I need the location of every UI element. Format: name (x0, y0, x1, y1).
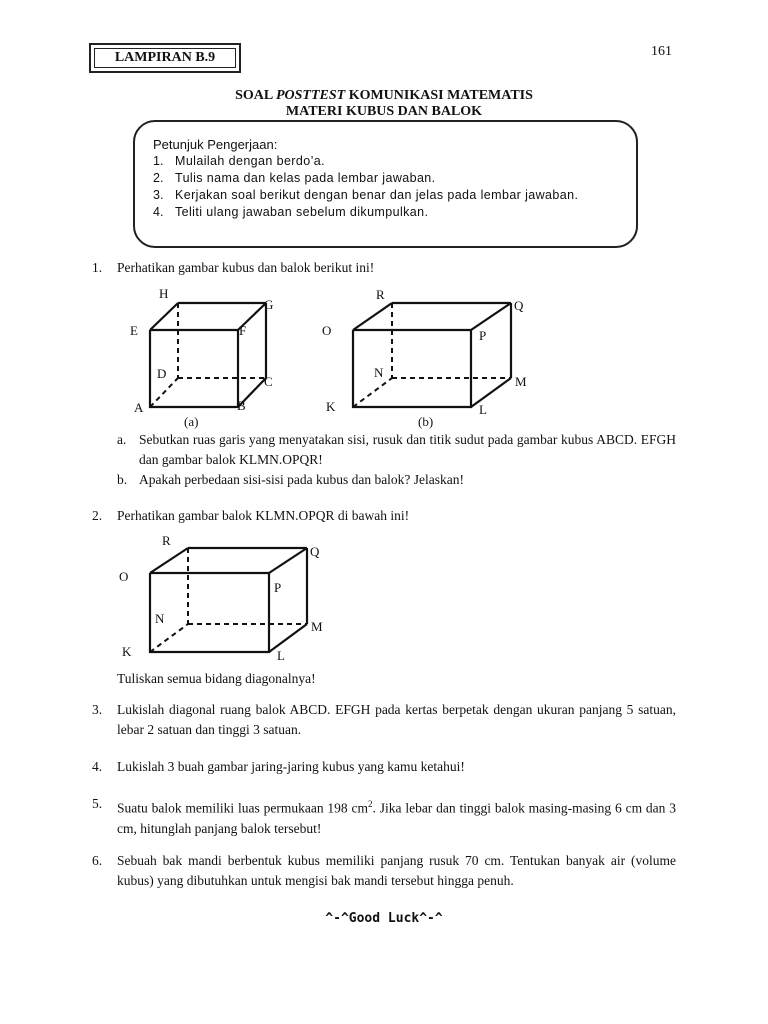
vertex-label-P: P (274, 580, 282, 595)
cube-edge-EH (150, 303, 178, 330)
cuboid-front-face (150, 573, 269, 652)
instruction-text: Tulis nama dan kelas pada lembar jawaban. (175, 171, 436, 185)
vertex-label-F: F (239, 323, 247, 338)
vertex-label-B: B (237, 398, 246, 413)
question-2-instruction (92, 669, 676, 689)
vertex-label-M: M (311, 619, 323, 634)
cuboid-figure-b (316, 283, 546, 433)
lampiran-box (89, 43, 241, 73)
vertex-label-O: O (119, 569, 129, 584)
instruction-item (153, 187, 616, 204)
question-text-part: Suatu balok memiliki luas permukaan 198 cm (117, 800, 369, 816)
vertex-label-L: L (479, 402, 487, 417)
sub-question-a (117, 430, 676, 470)
lampiran-label: LAMPIRAN B.9 (94, 48, 236, 68)
sub-question-label: a. (117, 432, 127, 447)
vertex-label-L: L (277, 648, 285, 663)
vertex-label-K: K (122, 644, 132, 659)
sub-question-text: Apakah perbedaan sisi-sisi pada kubus dan balok? Jelaskan! (139, 472, 465, 487)
cuboid-hidden-edge-KN (353, 378, 392, 407)
vertex-label-Q: Q (514, 298, 524, 313)
question-number: 5. (92, 796, 103, 811)
question-text: Perhatikan gambar balok KLMN.OPQR di bawah ini! (117, 508, 410, 523)
question-2 (92, 506, 676, 526)
question-6 (92, 851, 676, 891)
title-part-posttest: POSTTEST (275, 88, 346, 103)
vertex-label-H: H (159, 286, 169, 301)
instructions-heading: Petunjuk Pengerjaan: (153, 137, 278, 152)
vertex-label-K: K (326, 399, 336, 414)
vertex-label-O: O (322, 323, 332, 338)
question-4 (92, 757, 676, 777)
instruction-number: 3. (153, 188, 164, 202)
question-number: 3. (92, 702, 103, 717)
vertex-label-N: N (155, 611, 165, 626)
question-1 (92, 258, 676, 278)
figure-caption-b: (b) (418, 414, 434, 429)
question-text-part: . Jika lebar dan tinggi balok masing-masing 6 cm dan 3 cm, hitunglah panjang balok tersebut! (117, 800, 676, 836)
cuboid-edge-OR (353, 303, 392, 330)
sub-question-text: Sebutkan ruas garis yang menyatakan sisi, rusuk dan titik sudut pada gambar kubus ABCD. EFGH dan gambar balok KLMN.OPQR! (139, 432, 676, 467)
vertex-label-G: G (264, 297, 274, 312)
vertex-label-P: P (479, 328, 487, 343)
instructions-list (153, 153, 616, 221)
vertex-label-A: A (134, 400, 144, 415)
good-luck-footer: ^-^Good Luck^-^ (325, 911, 443, 926)
question-text (117, 794, 676, 839)
vertex-label-M: M (515, 374, 527, 389)
superscript: 2 (368, 799, 373, 809)
instruction-number: 2. (153, 171, 164, 185)
question-3 (92, 700, 676, 740)
cuboid-edge-LM (269, 624, 307, 652)
cuboid-front-face (353, 330, 471, 407)
question-number: 2. (92, 508, 103, 523)
vertex-label-N: N (374, 365, 384, 380)
instructions-box (133, 120, 638, 248)
vertex-label-R: R (376, 287, 385, 302)
vertex-label-D: D (157, 366, 167, 381)
instruction-item (153, 204, 616, 221)
instruction-text: Mulailah dengan berdo’a. (175, 154, 325, 168)
page-number: 161 (651, 44, 672, 59)
title-part-2: KOMUNIKASI MATEMATIS (345, 88, 533, 103)
instruction-item (153, 153, 616, 170)
cuboid-edge-PQ (269, 548, 307, 573)
question-text: Sebuah bak mandi berbentuk kubus memiliki panjang rusuk 70 cm. Tentukan banyak air (volume kubus) yang dibutuhkan untuk mengisi bak mandi tersebut hingga penuh. (117, 853, 676, 888)
question-text: Perhatikan gambar kubus dan balok berikut ini! (117, 260, 375, 275)
title-part-1: SOAL (235, 88, 276, 103)
cuboid-edge-PQ (471, 303, 511, 330)
vertex-label-E: E (130, 323, 138, 338)
vertex-label-Q: Q (310, 544, 320, 559)
figure-caption-a: (a) (184, 414, 199, 429)
cuboid-hidden-edge-KN (150, 624, 188, 652)
vertex-label-R: R (162, 533, 171, 548)
page-subtitle: MATERI KUBUS DAN BALOK (285, 104, 483, 119)
cuboid-figure-q2 (110, 530, 340, 665)
page-title (0, 88, 768, 104)
question-text: Lukislah 3 buah gambar jaring-jaring kubus yang kamu ketahui! (117, 759, 465, 774)
cube-figure-a (120, 283, 290, 433)
cuboid-edge-LM (471, 378, 511, 407)
instruction-text: Teliti ulang jawaban sebelum dikumpulkan. (175, 205, 429, 219)
instruction-item (153, 170, 616, 187)
question-text: Lukislah diagonal ruang balok ABCD. EFGH pada kertas berpetak dengan ukuran panjang 5 satuan, lebar 2 satuan dan tinggi 3 satuan. (117, 702, 676, 737)
question-number: 6. (92, 853, 103, 868)
vertex-label-C: C (264, 374, 273, 389)
instruction-text: Kerjakan soal berikut dengan benar dan jelas pada lembar jawaban. (175, 188, 579, 202)
instruction-number: 1. (153, 154, 164, 168)
sub-question-b (117, 470, 676, 490)
question-text: Tuliskan semua bidang diagonalnya! (117, 671, 316, 686)
question-number: 4. (92, 759, 103, 774)
question-1-subs (92, 430, 676, 490)
question-5 (92, 794, 676, 839)
cuboid-edge-OR (150, 548, 188, 573)
cube-hidden-edge-AD (150, 378, 178, 407)
instruction-number: 4. (153, 205, 164, 219)
sub-question-label: b. (117, 472, 128, 487)
question-number: 1. (92, 260, 103, 275)
